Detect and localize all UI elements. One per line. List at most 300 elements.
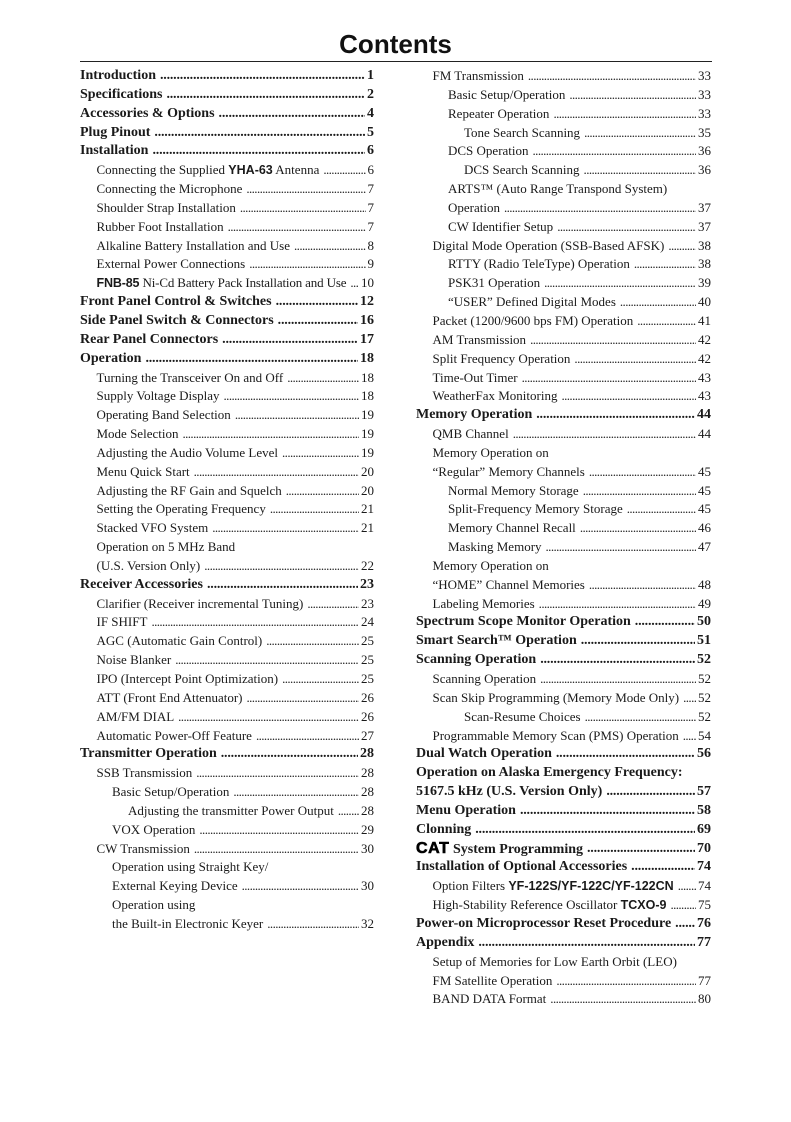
toc-entry [416,613,711,632]
entry-text: Scanning Operation [432,671,537,686]
toc-page-number: 32 [361,915,374,931]
leader-dots [196,764,359,783]
toc-entry-continued [80,858,374,877]
leader-dots [584,161,696,180]
leader-dots [276,293,358,312]
toc-entry-title [416,858,627,877]
toc-page-number: 77 [698,972,711,988]
entry-text: Installation of Optional Accessories [416,859,628,875]
toc-page-number: 30 [361,840,374,856]
toc-entry-title [416,764,683,783]
toc-entry [80,576,374,595]
toc-entry [80,463,374,482]
toc-page-number: 23 [360,576,374,592]
entry-text: ATT (Front End Attenuator) [96,689,243,705]
toc-page-number: 18 [360,350,374,366]
toc-entry-title [97,199,236,218]
toc-page-number: 22 [361,557,374,573]
toc-entry [416,858,711,877]
entry-text: Scan Skip Programming (Memory Mode Only) [432,689,680,705]
entry-text: BAND DATA Format [432,991,547,1007]
leader-dots [249,255,365,274]
leader-dots [678,877,696,896]
toc-entry-title [433,972,553,991]
toc-entry-title [433,670,537,689]
toc-entry-title [433,387,558,406]
entry-text: Programmable Memory Scan (PMS) Operation [432,727,679,743]
toc-page-number: 28 [361,784,374,800]
entry-text: Basic Setup/Operation [448,86,566,102]
toc-page-number: 39 [698,275,711,291]
leader-dots [550,990,696,1009]
toc-entry [80,708,374,727]
toc-entry [416,105,711,124]
leader-dots [556,972,696,991]
toc-entry-title [448,538,542,557]
leader-dots [635,613,695,632]
leader-dots [627,500,696,519]
toc-entry-title [416,783,602,802]
entry-text: Specifications [80,86,163,102]
leader-dots [569,86,696,105]
toc-entry [80,519,374,538]
toc-page-number: 45 [698,501,711,517]
leader-dots [175,651,359,670]
toc-entry-title [97,463,190,482]
entry-text: Operation [448,199,500,215]
entry-text: “Regular” Memory Channels [432,463,585,479]
toc-entry [80,218,374,237]
toc-entry [80,199,374,218]
toc-page-number: 43 [698,369,711,385]
leader-dots [207,576,358,595]
toc-page-number: 49 [698,595,711,611]
toc-entry-title [433,463,585,482]
toc-entry-title [97,632,263,651]
leader-dots [546,538,696,557]
leader-dots [584,124,696,143]
leader-dots [224,387,359,406]
entry-text: Front Panel Control & Switches [80,294,272,310]
toc-entry-title [97,538,236,557]
leader-dots [606,783,695,802]
toc-page-number: 51 [697,633,711,649]
toc-page-number: 6 [367,162,374,178]
toc-entry-title [80,576,203,595]
toc-entry [80,444,374,463]
toc-page-number: 38 [698,256,711,272]
entry-text: Operation on 5 MHz Band [96,539,236,555]
toc-page-number: 42 [698,331,711,347]
entry-text: Adjusting the transmitter Power Output [128,802,334,818]
toc-entry [416,199,711,218]
toc-entry-title [433,896,667,915]
toc-entry [80,312,374,331]
toc-entry [80,67,374,86]
toc-entry [416,670,711,689]
toc-page-number: 44 [697,407,711,423]
toc-entry [416,218,711,237]
toc-page-number: 33 [698,105,711,121]
toc-entry-title [416,613,631,632]
toc-entry-title [80,105,215,124]
leader-dots [194,463,359,482]
toc-entry [416,519,711,538]
leader-dots [530,331,696,350]
toc-page-number: 17 [360,331,374,347]
toc-entry-title [80,86,162,105]
toc-page-number: 10 [361,275,374,291]
leader-dots [294,237,365,256]
toc-entry-title [433,877,674,896]
entry-text: RTTY (Radio TeleType) Operation [448,256,630,272]
entry-text: Rubber Foot Installation [96,218,224,234]
toc-entry [416,972,711,991]
toc-page-number: 47 [698,539,711,555]
toc-entry-continued [416,953,711,972]
cat-logo: CAT [416,839,450,857]
entry-text: Time-Out Timer [432,369,518,385]
leader-dots [589,576,696,595]
toc-entry-title [416,406,532,425]
toc-entry [80,500,374,519]
entry-text: Introduction [80,68,156,83]
toc-entry [80,727,374,746]
entry-text: 5167.5 kHz (U.S. Version Only) [416,784,603,800]
entry-text: Appendix [416,934,475,950]
toc-page-number: 33 [698,86,711,102]
toc-entry [416,877,711,896]
leader-dots [160,67,365,86]
entry-text: Memory Operation on [432,557,549,573]
leader-dots [683,689,696,708]
entry-text: Plug Pinout [80,124,151,140]
toc-page-number: 33 [698,68,711,83]
leader-dots [152,142,365,161]
toc-entry-continued [416,444,711,463]
toc-entry-title [128,802,334,821]
entry-text: Ni-Cd Battery Pack Installation and Use [139,275,347,291]
entry-text: Connecting the Supplied [96,162,229,178]
toc-entry [416,500,711,519]
toc-entry-title [112,821,195,840]
entry-text: Installation [80,143,149,159]
toc-entry-title [97,218,224,237]
leader-dots [247,689,360,708]
toc-page-number: 30 [361,878,374,894]
leader-dots [204,557,359,576]
toc-entry-title [97,237,291,256]
toc-entry [416,86,711,105]
toc-page-number: 35 [698,124,711,140]
toc-entry-title [416,934,474,953]
toc-entry-title [112,896,195,915]
toc-entry-title [97,369,284,388]
toc-entry [80,764,374,783]
toc-page-number: 19 [361,407,374,423]
toc-page-number: 27 [361,727,374,743]
toc-entry-title [464,124,580,143]
entry-text: “USER” Defined Digital Modes [448,294,616,310]
toc-entry-title [448,180,667,199]
toc-page-number: 70 [697,840,711,856]
entry-text: Adjusting the Audio Volume Level [96,444,279,460]
toc-page-number: 77 [697,934,711,950]
toc-page-number: 54 [698,727,711,743]
toc-page-number: 58 [697,802,711,818]
toc-entry-title [97,180,243,199]
toc-page-number: 75 [698,897,711,913]
leader-dots [350,274,359,293]
toc-entry [416,934,711,953]
toc-page-number: 1 [367,68,374,83]
toc-entry [416,161,711,180]
toc-entry-continued [80,538,374,557]
toc-entry [416,783,711,802]
toc-page-number: 52 [697,652,711,668]
leader-dots [583,482,696,501]
entry-text: PSK31 Operation [448,275,541,291]
entry-text: Scanning Operation [416,652,537,668]
toc-page-number: 7 [367,199,374,215]
entry-text: Dual Watch Operation [416,746,552,762]
toc-entry-title [416,745,552,764]
toc-entry [416,387,711,406]
entry-text: IPO (Intercept Point Optimization) [96,671,279,686]
leader-dots [286,482,359,501]
toc-entry-title [97,482,282,501]
toc-entry-title [80,312,274,331]
toc-entry [80,105,374,124]
toc-entry [80,387,374,406]
toc-entry-title [97,613,148,632]
toc-page-number: 25 [361,652,374,668]
toc-entry-title [97,444,279,463]
toc-page-number: 36 [698,143,711,159]
entry-text: DCS Operation [448,143,529,159]
entry-text: Side Panel Switch & Connectors [80,312,274,328]
toc-entry-title [112,858,268,877]
toc-entry-title [80,350,141,369]
entry-text: Automatic Power-Off Feature [96,727,252,743]
entry-text: Tone Search Scanning [464,124,581,140]
toc-entry-title [97,500,266,519]
toc-entry-title [112,915,263,934]
toc-entry [416,821,711,840]
toc-entry-title [97,274,347,293]
toc-column-left [80,67,374,934]
toc-entry-title [97,255,246,274]
toc-entry [80,877,374,896]
entry-text: Basic Setup/Operation [112,784,230,800]
leader-dots [580,519,696,538]
entry-text: Smart Search™ Operation [416,633,577,649]
entry-text: Turning the Transceiver On and Off [96,369,284,385]
leader-dots [475,821,695,840]
toc-entry-title [97,689,243,708]
toc-page-number: 20 [361,463,374,479]
toc-page-number: 21 [361,501,374,517]
toc-entry-title [433,953,677,972]
toc-entry [416,255,711,274]
toc-entry-title [416,632,577,651]
toc-entry [416,538,711,557]
entry-text: Rear Panel Connectors [80,331,219,347]
toc-entry-continued [80,896,374,915]
toc-page-number: 21 [361,520,374,536]
toc-entry [80,124,374,143]
toc-entry-title [97,764,193,783]
leader-dots [222,331,358,350]
toc-page-number: 25 [361,671,374,686]
leader-dots [668,237,696,256]
toc-page-number: 4 [367,105,374,121]
toc-entry-title [416,651,536,670]
entry-text: Masking Memory [448,539,542,555]
leader-dots [557,218,696,237]
leader-dots [278,312,358,331]
entry-text: Mode Selection [96,426,179,442]
entry-text: Split Frequency Operation [432,350,571,366]
entry-text: CW Transmission [96,840,190,856]
entry-text: AGC (Automatic Gain Control) [96,633,263,649]
entry-text: Memory Channel Recall [448,520,576,536]
toc-entry [80,915,374,934]
toc-entry-title [433,369,518,388]
toc-entry-title [448,86,565,105]
entry-text: Setting the Operating Frequency [96,501,266,517]
toc-page-number: 57 [697,784,711,800]
toc-entry-title [448,105,549,124]
toc-entry [80,783,374,802]
toc-page-number: 26 [361,708,374,724]
leader-dots [212,519,359,538]
toc-entry [416,274,711,293]
title-divider [80,61,712,62]
toc-entry-title [448,482,579,501]
toc-entry-title [97,161,320,180]
toc-page-number: 50 [697,614,711,630]
leader-dots [151,613,359,632]
toc-entry [80,274,374,293]
toc-entry-title [416,840,583,859]
entry-text: IF SHIFT [96,614,148,630]
leader-dots [528,67,696,86]
leader-dots [585,708,696,727]
leader-dots [539,595,696,614]
leader-dots [182,425,359,444]
toc-entry [416,990,711,1009]
entry-text: Receiver Accessories [80,576,203,592]
leader-dots [513,425,696,444]
leader-dots [228,218,366,237]
entry-text: Connecting the Microphone [96,181,243,197]
toc-page-number: 52 [698,708,711,724]
toc-page-number: 44 [698,426,711,442]
entry-text: Antenna [272,162,320,178]
toc-entry [416,425,711,444]
toc-entry-title [448,500,623,519]
toc-entry [80,557,374,576]
entry-text: Supply Voltage Display [96,388,220,404]
entry-text: Alkaline Battery Installation and Use [96,237,291,253]
toc-page-number: 40 [698,294,711,310]
toc-page-number: 18 [361,388,374,404]
toc-entry-title [448,199,500,218]
entry-text: Menu Operation [416,802,516,818]
toc-entry [416,632,711,651]
toc-entry-title [448,142,529,161]
toc-entry [416,406,711,425]
toc-page-number: 18 [361,369,374,385]
entry-text: Option Filters [432,878,509,894]
entry-text: System Programming [449,841,583,857]
toc-entry-title [433,727,679,746]
leader-dots [145,350,358,369]
leader-dots [683,727,696,746]
toc-entry-title [97,519,209,538]
toc-page-number: 80 [698,991,711,1007]
toc-entry [80,331,374,350]
toc-entry [416,369,711,388]
toc-page-number: 19 [361,444,374,460]
toc-page-number: 74 [698,878,711,894]
toc-entry [80,482,374,501]
toc-entry [80,670,374,689]
toc-entry-title [448,218,553,237]
toc-entry [80,802,374,821]
entry-text: Stacked VFO System [96,520,209,536]
toc-page-number: 45 [698,463,711,479]
entry-text: ARTS™ (Auto Range Transpond System) [448,181,668,197]
entry-text: Memory Operation [416,407,533,423]
entry-text: Shoulder Strap Installation [96,199,236,215]
toc-page-number: 9 [367,256,374,272]
toc-entry [80,161,374,180]
toc-entry [416,331,711,350]
leader-dots [282,444,359,463]
entry-text: Packet (1200/9600 bps FM) Operation [432,312,634,328]
entry-text: Clonning [416,821,472,837]
toc-entry [416,689,711,708]
entry-text: Power-on Microprocessor Reset Procedure [416,915,672,931]
entry-text: High-Stability Reference Oscillator [432,897,621,913]
toc-page-number: 76 [697,915,711,931]
leader-dots [574,350,696,369]
page-title: Contents [339,29,452,59]
leader-dots [266,632,359,651]
entry-text: Labeling Memories [432,595,535,611]
toc-entry-title [80,745,217,764]
toc-page-number: 6 [367,143,374,159]
toc-page-number: 7 [367,181,374,197]
leader-dots [221,745,358,764]
leader-dots [194,840,359,859]
toc-entry [80,350,374,369]
leader-dots [637,312,696,331]
leader-dots [522,369,696,388]
toc-page-number: 52 [698,671,711,686]
leader-dots [478,934,695,953]
toc-entry [80,142,374,161]
toc-entry [416,651,711,670]
toc-entry [416,840,711,859]
toc-entry-title [448,274,540,293]
toc-page-number: 29 [361,821,374,837]
leader-dots [235,406,359,425]
toc-page-number: 41 [698,312,711,328]
entry-text: External Power Connections [96,256,246,272]
